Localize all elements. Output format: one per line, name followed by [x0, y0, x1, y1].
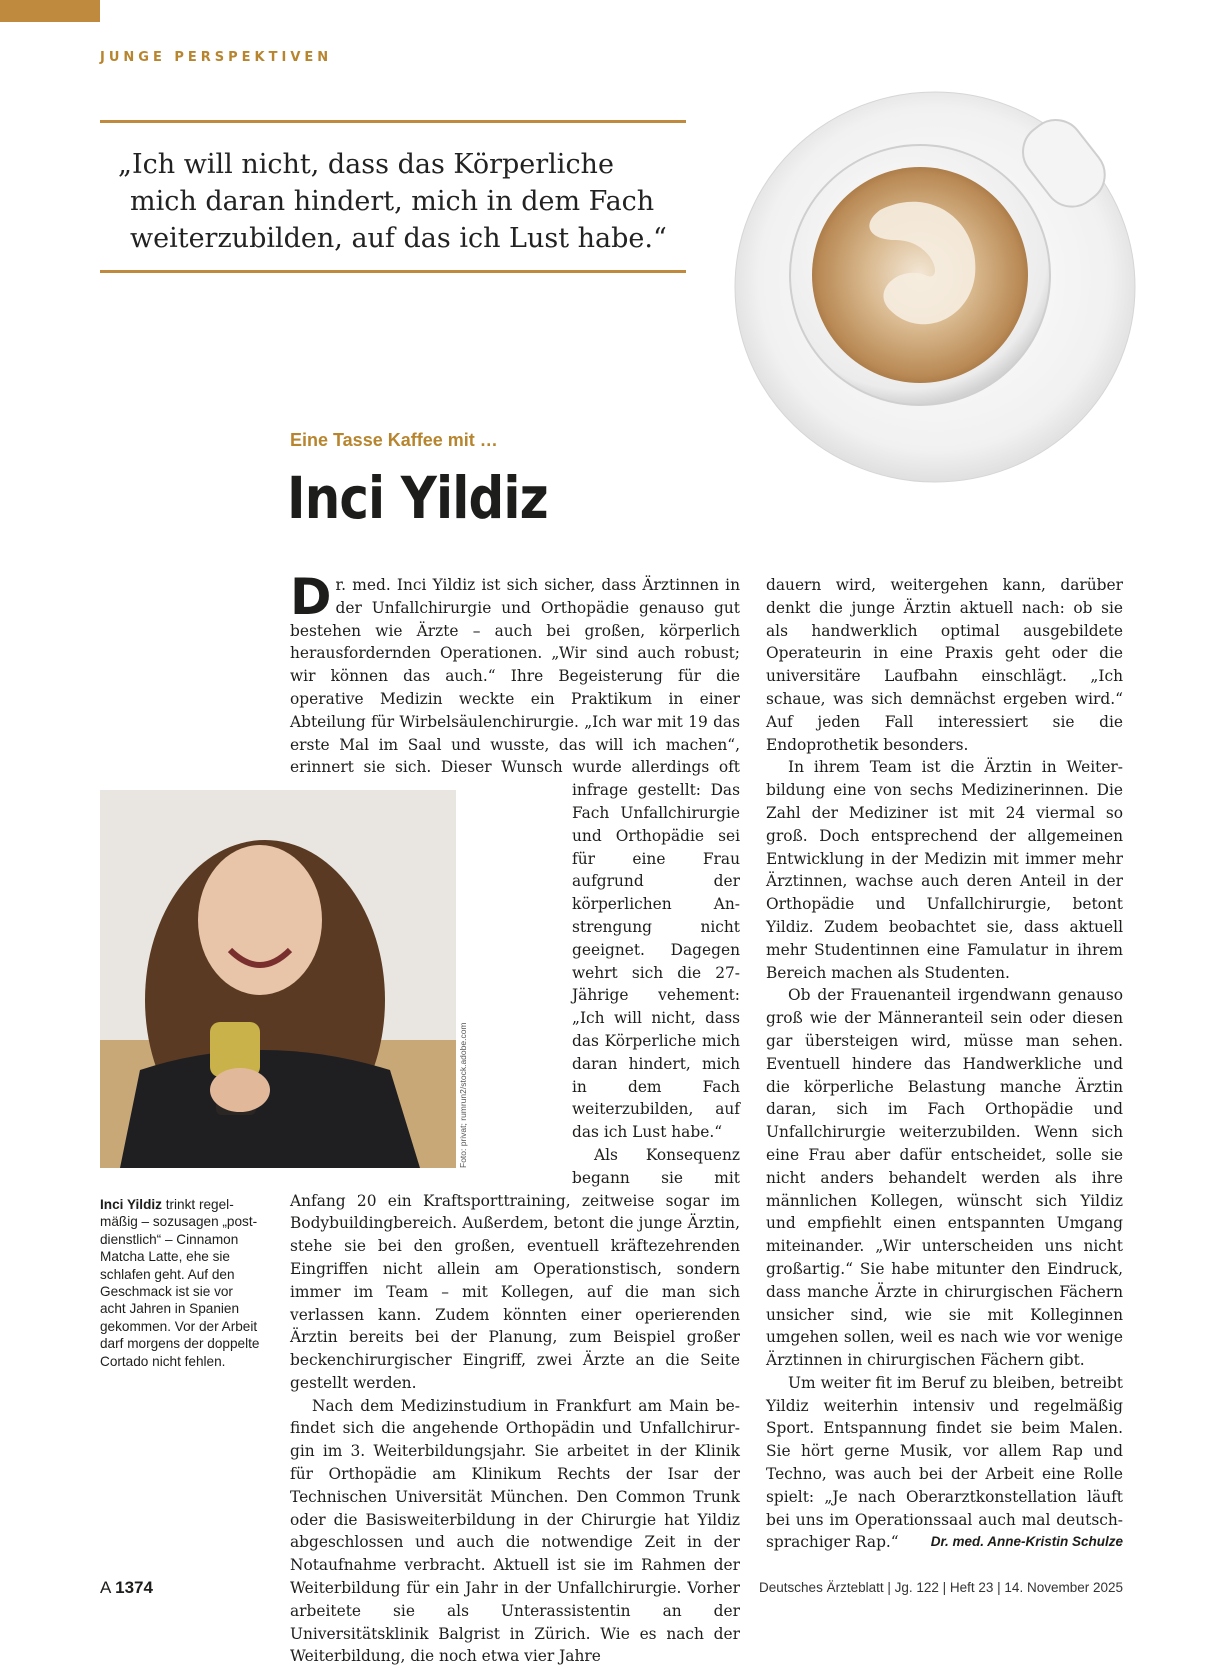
- photo-caption: [100, 1196, 260, 1370]
- author-byline: Dr. med. Anne-Kristin Schulze: [930, 1534, 1123, 1550]
- pullquote-line: „Ich will nicht, dass das Körperliche: [118, 149, 614, 180]
- pullquote-line: weiterzubilden, auf das ich Lust habe.“: [130, 223, 667, 254]
- pullquote: [118, 146, 678, 257]
- paragraph-text: Um weiter fit im Beruf zu bleiben, betreibt Yildiz weiterhin intensiv und regelmäßig Sport. Entspannung findet sie beim Malen. Sie hört gerne Musik, vor allem Rap und Techno, was auch bei der Arbeit eine Rolle spielt: „Je nach Oberarztkonstellation läuft bei uns im Operationssaal auch mal deutschsprachiger Rap.“: [766, 1373, 1123, 1552]
- portrait-photo: [100, 790, 456, 1168]
- pullquote-rule-top: [100, 120, 686, 123]
- paragraph: Ob der Frauenanteil irgendwann genauso groß wie der Männeranteil sein oder diesen gar übersteigen wird, müsse man sehen. Eventuell hindere das Handwerkliche und die körperliche Belastung manche Ärztin daran, sich im Fach Orthopädie und Unfallchirurgie weiterzubilden. Wenn sich eine Frau aber dafür entscheidet, solle sie nicht anders behandelt werden als ihre männlichen Kollegen, wünscht sich Yildiz und empfiehlt einen entspannten Umgang miteinander. „Wir unterscheiden uns nicht großartig.“ Sie habe mitunter den Eindruck, dass manche Ärzte in chirurgischen Fächern unsicher sind, wie sie mit Kolleginnen umgehen sollen, weil es nach wie vor wenige Ärztinnen in chirurgischen Fächern gibt.: [766, 986, 1123, 1370]
- paragraph-text: wurde allerdings oft infrage gestellt: Das Fach Unfallchirurgie und Orthopädie sei für eine Frau aufgrund der körperlichen Anstrengung nicht geeignet. Dagegen wehrt sich die 27-Jährige vehement: „Ich will nicht, dass das Körperliche mich daran hindert, mich in dem Fach weiterzubilden, auf das ich Lust habe.“: [572, 758, 740, 1142]
- caption-name: Inci Yildiz: [100, 1197, 162, 1212]
- paragraph: In ihrem Team ist die Ärztin in Weiterbildung eine von sechs Medizinerinnen. Die Zahl der Mediziner ist mit 24 viermal so groß. Doch entsprechend der allgemeinen Entwicklung in der Medizin mit immer mehr Ärztinnen, wachse auch deren Anteil in der Orthopädie und Unfallchirurgie, betont Yildiz. Zudem beobachtet sie, dass aktuell mehr Studentinnen eine Famulatur in ihrem Bereich machen als Studenten.: [766, 758, 1123, 982]
- article-column-2: [766, 574, 1123, 1554]
- section-label: JUNGE PERSPEKTIVEN: [100, 50, 333, 65]
- journal-info: Deutsches Ärzteblatt | Jg. 122 | Heft 23 | 14. November 2025: [759, 1580, 1123, 1595]
- page-number: [100, 1578, 153, 1598]
- caption-text: trinkt regelmäßig – sozusagen „postdienstlich“ – Cinnamon Matcha Latte, ehe sie schlafen geht. Auf den Geschmack ist sie vor acht Jahren in Spanien gekommen. Vor der Arbeit darf morgens der doppelte Cortado nicht fehlen.: [100, 1197, 260, 1369]
- kicker: Eine Tasse Kaffee mit …: [290, 430, 498, 450]
- paragraph: Als Konsequenz begann sie mit Anfang 20 ein Kraftsporttraining, zeitweise sogar im Bodybuildingbereich. Außerdem, betont die junge Ärztin, stehe sie bei den großen, eventuell kräftezehrenden Eingriffen nicht allein am Operationstisch, sondern immer im Team – mit Kollegen, auf die man sich verlassen kann. Zudem könnten einer operierenden Ärztin bereits bei der Planung, zum Beispiel großer beckenchirurgischer Eingriff, zwei Ärzte an die Seite gestellt werden.: [290, 1145, 740, 1392]
- page-prefix: A: [100, 1578, 111, 1597]
- pullquote-line: mich daran hindert, mich in dem Fach: [130, 186, 655, 217]
- paragraph: Nach dem Medizinstudium in Frankfurt am Main befindet sich die angehende Orthopädin und Unfallchirurgin im 3. Weiterbildungsjahr. Sie arbeitet in der Klinik für Orthopädie am Klinikum Rechts der Isar der Technischen Universität München. Den Common Trunk oder die Basisweiterbildung in der Chirurgie hat Yildiz abgeschlossen und auch die notwendige Zeit in der Notaufnahme verbracht. Aktuell ist sie im Rahmen der Weiterbildung für ein Jahr in der Unfallchirurgie. Vorher arbeitete sie als Unterassistentin an der Universitätsklinik Balgrist in Zürich. Wie es nach der Weiterbildung, die noch etwa vier Jahre: [290, 1396, 740, 1666]
- paragraph: dauern wird, weitergehen kann, darüber denkt die junge Ärztin aktuell nach: ob sie als handwerklich optimal ausgebildete Operateurin in eine Praxis geht oder die universitäre Laufbahn einschlägt. „Ich schaue, was sich demnächst ergeben wird.“ Auf jeden Fall interessiert sie die Endoprothetik besonders.: [766, 576, 1123, 754]
- paragraph: [766, 1372, 1123, 1554]
- coffee-cup-image: [730, 90, 1160, 500]
- paragraph-text: r. med. Inci Yildiz ist sich sicher, dass Ärztinnen in der Unfallchirurgie und Orthopädie genauso gut bestehen wie Ärzte – auch bei großen, körperlich herausfordernden Operationen. „Wir sind auch robust; wir können das auch.“ Ihre Begeisterung für die operative Medizin weckte ein Praktikum in einer Abteilung für Wirbelsäulenchirurgie. „Ich war mit 19 das erste Mal im Saal und wusste, das will ich machen“, erinnert sie sich. Dieser Wunsch: [290, 576, 740, 777]
- drop-cap: D: [290, 568, 332, 626]
- photo-credit: Foto: privat; rumrun2/stock.adobe.com: [458, 1022, 468, 1168]
- headline: Inci Yildiz: [287, 464, 548, 532]
- pullquote-rule-bottom: [100, 270, 686, 273]
- page-number-value: 1374: [115, 1578, 153, 1597]
- top-accent-bar: [0, 0, 100, 22]
